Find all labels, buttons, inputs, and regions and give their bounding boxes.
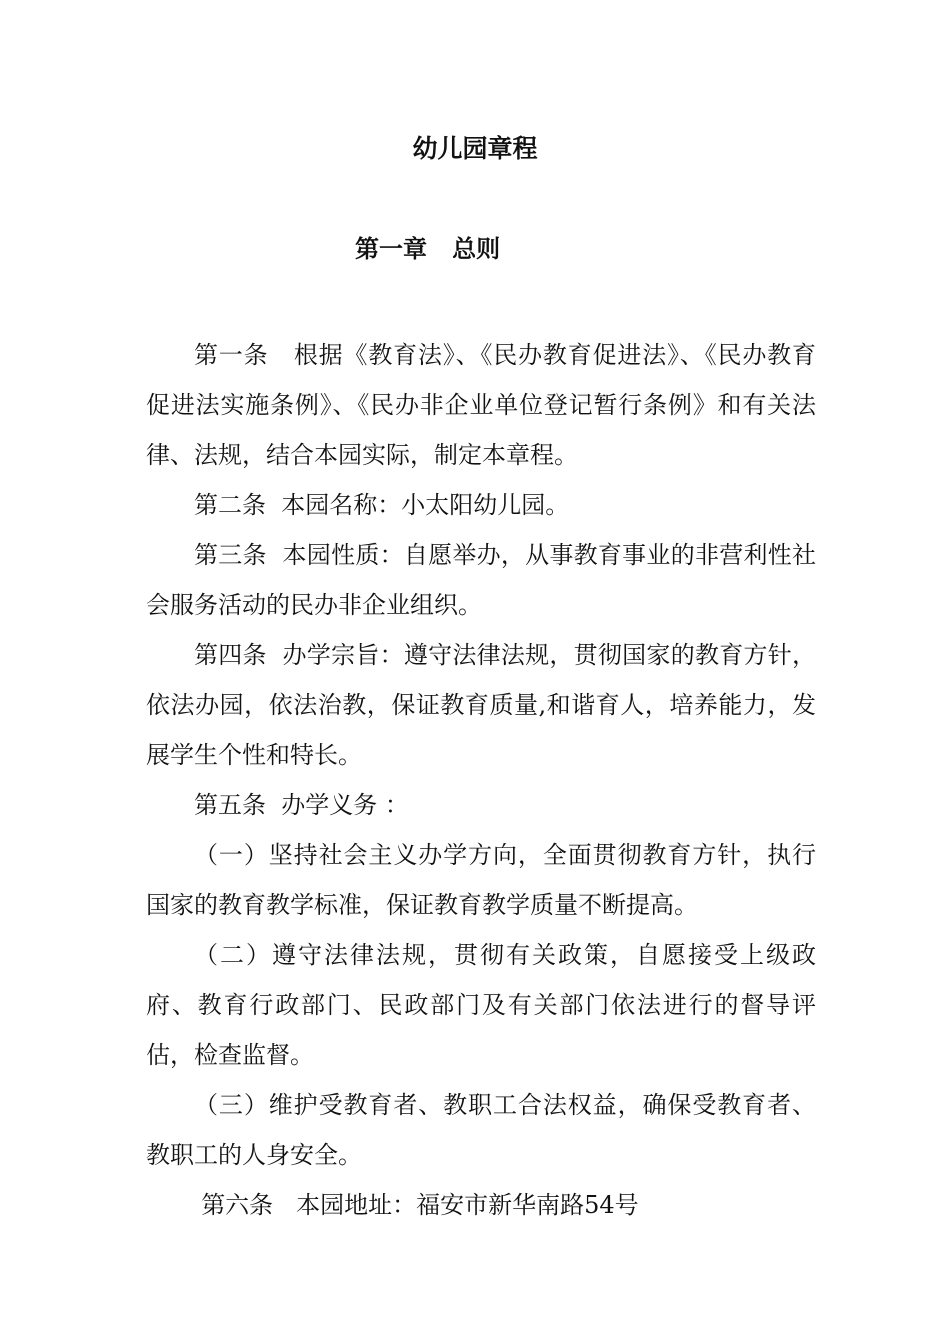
chapter-heading: 第一章 总则 bbox=[355, 234, 501, 263]
article-5-item-3: （三）维护受教育者、教职工合法权益，确保受教育者、教职工的人身安全。 bbox=[146, 1091, 816, 1169]
document-body bbox=[146, 330, 816, 1230]
article-5-item-2: （二）遵守法律法规，贯彻有关政策，自愿接受上级政府、教育行政部门、民政部门及有关部门依法进行的督导评估，检查监督。 bbox=[146, 941, 816, 1069]
article-5-paragraph: 第五条 办学义务 ： bbox=[194, 791, 409, 819]
article-3-paragraph: 第三条 本园性质：自愿举办，从事教育事业的非营利性社会服务活动的民办非企业组织。 bbox=[146, 541, 816, 619]
article-4-paragraph: 第四条 办学宗旨：遵守法律法规，贯彻国家的教育方针，依法办园，依法治教，保证教育质量,和谐育人，培养能力，发展学生个性和特长。 bbox=[146, 641, 816, 769]
document-title: 幼儿园章程 bbox=[412, 134, 538, 163]
article-1-paragraph: 第一条 根据《教育法》、《民办教育促进法》、《民办教育促进法实施条例》、《民办非企业单位登记暂行条例》和有关法律、法规，结合本园实际，制定本章程。 bbox=[146, 341, 816, 469]
article-5-item-1: （一）坚持社会主义办学方向，全面贯彻教育方针，执行国家的教育教学标准，保证教育教学质量不断提高。 bbox=[146, 841, 816, 919]
article-2-paragraph: 第二条 本园名称：小太阳幼儿园。 bbox=[194, 491, 570, 519]
article-6-paragraph: 第六条 本园地址：福安市新华南路54号 bbox=[201, 1191, 639, 1219]
